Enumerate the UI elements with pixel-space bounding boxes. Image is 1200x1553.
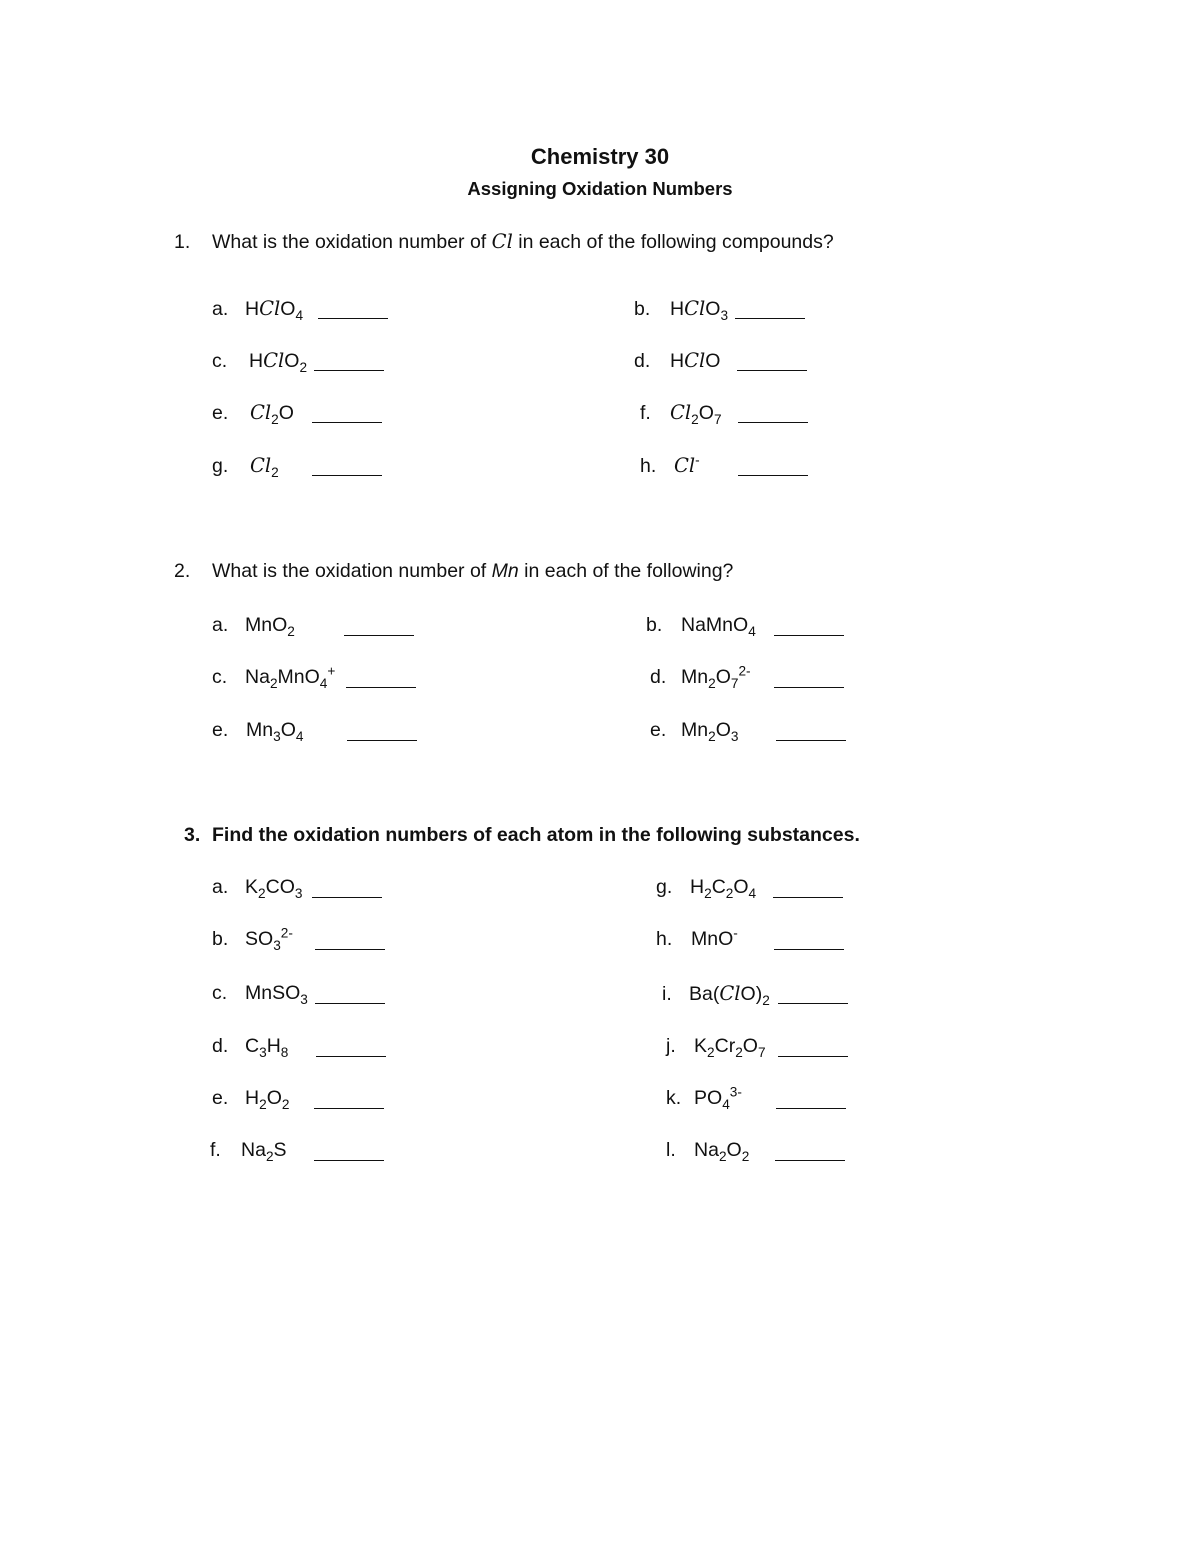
answer-blank[interactable] bbox=[316, 1056, 386, 1057]
item-letter: e. bbox=[212, 402, 229, 424]
q1-item-a bbox=[212, 297, 303, 321]
question-text: in each of the following compounds? bbox=[512, 231, 834, 253]
question-1 bbox=[174, 230, 834, 254]
q2-item-e-right bbox=[650, 719, 738, 742]
answer-blank[interactable] bbox=[344, 635, 414, 636]
item-letter: k. bbox=[666, 1087, 682, 1109]
question-text: Find the oxidation numbers of each atom in the following substances. bbox=[212, 824, 860, 846]
item-formula: $Mn_2O_7^{2-}$ bbox=[681, 663, 751, 691]
q1-item-d bbox=[634, 349, 720, 373]
item-formula: MnO$_2$ bbox=[245, 614, 295, 639]
answer-blank[interactable] bbox=[346, 687, 416, 688]
item-formula: $K_2CO_3$ bbox=[245, 876, 303, 901]
item-letter: j. bbox=[666, 1035, 676, 1057]
item-formula: $Na_2MnO_4^+$ bbox=[245, 663, 336, 691]
answer-blank[interactable] bbox=[314, 1160, 384, 1161]
item-formula: MnO- bbox=[691, 925, 738, 950]
item-formula: $H_2C_2O_4$ bbox=[690, 876, 757, 901]
answer-blank[interactable] bbox=[776, 1108, 846, 1109]
item-letter: b. bbox=[646, 614, 663, 636]
item-letter: f. bbox=[640, 402, 651, 424]
item-formula: $Ba(ClO)_2$ bbox=[689, 982, 770, 1008]
item-formula: $C_3H_8$ bbox=[245, 1035, 289, 1060]
q3-item-h bbox=[656, 925, 738, 951]
answer-blank[interactable] bbox=[738, 422, 808, 423]
item-letter: d. bbox=[634, 350, 651, 372]
q3-item-f bbox=[210, 1139, 287, 1162]
item-formula: $PO_4^{3-}$ bbox=[694, 1084, 742, 1112]
answer-blank[interactable] bbox=[775, 1160, 845, 1161]
item-formula: HClO$_3$ bbox=[670, 297, 729, 323]
answer-blank[interactable] bbox=[774, 635, 844, 636]
item-letter: c. bbox=[212, 666, 228, 688]
item-letter: e. bbox=[212, 719, 229, 741]
q1-item-h bbox=[640, 454, 700, 478]
q1-item-g bbox=[212, 454, 279, 478]
question-number: 3. bbox=[184, 824, 201, 846]
item-letter: a. bbox=[212, 298, 229, 320]
q3-item-i bbox=[662, 982, 770, 1006]
q3-item-a bbox=[212, 876, 302, 899]
answer-blank[interactable] bbox=[737, 370, 807, 371]
item-formula: MnSO$_3$ bbox=[245, 982, 308, 1007]
answer-blank[interactable] bbox=[312, 475, 382, 476]
question-text: in each of the following? bbox=[518, 560, 734, 582]
question-text: What is the oxidation number of bbox=[212, 231, 492, 253]
item-formula: $K_2Cr_2O_7$ bbox=[694, 1035, 766, 1060]
answer-blank[interactable] bbox=[315, 1003, 385, 1004]
item-formula: HClO$_4$ bbox=[245, 297, 304, 323]
q3-item-c bbox=[212, 982, 308, 1005]
item-letter: f. bbox=[210, 1139, 221, 1161]
answer-blank[interactable] bbox=[347, 740, 417, 741]
question-number: 1. bbox=[174, 231, 191, 253]
item-letter: c. bbox=[212, 982, 228, 1004]
q2-item-a bbox=[212, 614, 295, 637]
q2-item-b bbox=[646, 614, 756, 637]
q1-item-e bbox=[212, 401, 294, 425]
answer-blank[interactable] bbox=[774, 687, 844, 688]
question-3 bbox=[184, 824, 860, 847]
item-letter: h. bbox=[656, 928, 673, 950]
answer-blank[interactable] bbox=[778, 1003, 848, 1004]
q2-item-c bbox=[212, 663, 336, 691]
page-title: Chemistry 30 bbox=[530, 144, 670, 169]
question-element: Mn bbox=[491, 560, 519, 582]
item-formula: Cl- bbox=[674, 452, 700, 477]
q1-item-f bbox=[640, 401, 722, 425]
q1-item-c bbox=[212, 349, 307, 373]
item-letter: d. bbox=[650, 666, 667, 688]
item-letter: a. bbox=[212, 876, 229, 898]
answer-blank[interactable] bbox=[314, 370, 384, 371]
answer-blank[interactable] bbox=[738, 475, 808, 476]
item-letter: c. bbox=[212, 350, 228, 372]
item-formula: $Cl_2O$ bbox=[250, 401, 294, 427]
item-formula: $Mn_3O_4$ bbox=[246, 719, 304, 744]
item-letter: h. bbox=[640, 455, 657, 477]
q3-item-e bbox=[212, 1087, 289, 1110]
question-number: 2. bbox=[174, 560, 191, 582]
item-formula: HClO$_2$ bbox=[249, 349, 308, 375]
answer-blank[interactable] bbox=[312, 422, 382, 423]
answer-blank[interactable] bbox=[312, 897, 382, 898]
item-letter: e. bbox=[650, 719, 667, 741]
item-letter: l. bbox=[666, 1139, 676, 1161]
item-formula: $Cl_2O_7$ bbox=[670, 401, 722, 427]
item-formula: $H_2O_2$ bbox=[245, 1087, 290, 1112]
q3-item-g bbox=[656, 876, 756, 899]
q3-item-l bbox=[666, 1139, 749, 1162]
item-formula: $Cl_2$ bbox=[250, 454, 279, 480]
answer-blank[interactable] bbox=[318, 318, 388, 319]
item-formula: $Na_2S$ bbox=[241, 1139, 287, 1164]
q2-item-e-left bbox=[212, 719, 303, 742]
q3-item-k bbox=[666, 1084, 742, 1112]
q3-item-b bbox=[212, 925, 293, 953]
question-element: Cl bbox=[491, 230, 513, 253]
question-text: What is the oxidation number of bbox=[212, 560, 492, 582]
answer-blank[interactable] bbox=[315, 949, 385, 950]
item-formula: NaMnO$_4$ bbox=[681, 614, 756, 639]
item-letter: e. bbox=[212, 1087, 229, 1109]
item-letter: d. bbox=[212, 1035, 229, 1057]
q1-item-b bbox=[634, 297, 728, 321]
item-letter: a. bbox=[212, 614, 229, 636]
answer-blank[interactable] bbox=[735, 318, 805, 319]
q2-item-d bbox=[650, 663, 751, 691]
item-formula: $SO_3^{2-}$ bbox=[245, 925, 293, 953]
item-formula: HClO bbox=[670, 349, 721, 372]
item-letter: g. bbox=[656, 876, 673, 898]
answer-blank[interactable] bbox=[774, 949, 844, 950]
q3-item-j bbox=[666, 1035, 766, 1058]
item-letter: g. bbox=[212, 455, 229, 477]
page-subtitle: Assigning Oxidation Numbers bbox=[467, 178, 733, 199]
answer-blank[interactable] bbox=[778, 1056, 848, 1057]
answer-blank[interactable] bbox=[776, 740, 846, 741]
item-formula: $Mn_2O_3$ bbox=[681, 719, 739, 744]
item-letter: i. bbox=[662, 983, 672, 1005]
q3-item-d bbox=[212, 1035, 288, 1058]
item-letter: b. bbox=[634, 298, 651, 320]
item-letter: b. bbox=[212, 928, 229, 950]
answer-blank[interactable] bbox=[773, 897, 843, 898]
answer-blank[interactable] bbox=[314, 1108, 384, 1109]
question-2 bbox=[174, 560, 733, 583]
item-formula: $Na_2O_2$ bbox=[694, 1139, 750, 1164]
